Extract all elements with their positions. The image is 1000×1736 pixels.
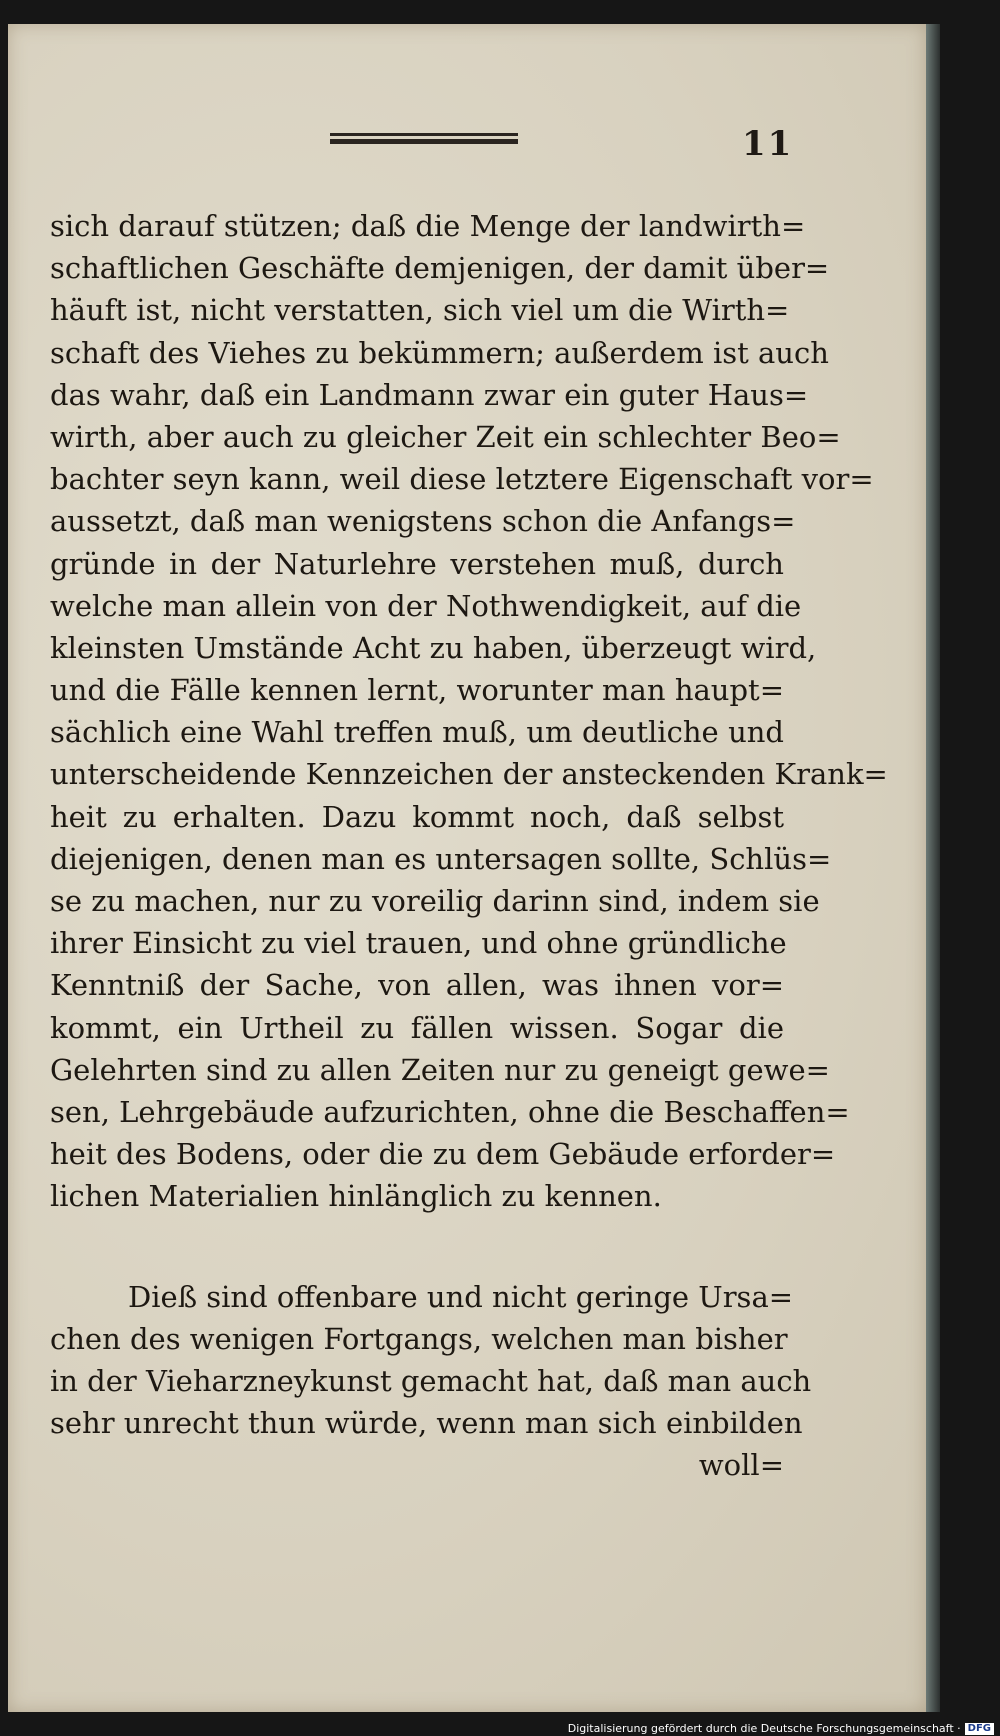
text-line: wirth, aber auch zu gleicher Zeit ein schlechter Beo= [50, 419, 841, 454]
text-line: lichen Materialien hinlänglich zu kennen. [50, 1179, 662, 1214]
text-line: Kenntniß der Sache, von allen, was ihnen vor= [50, 968, 784, 1003]
header-rule [330, 133, 518, 147]
header-rule-thin [330, 133, 518, 136]
page-number: 11 [742, 124, 794, 164]
text-line: Dieß sind offenbare und nicht geringe Ursa= [128, 1279, 794, 1314]
text-line: kleinsten Umstände Acht zu haben, überzeugt wird, [50, 630, 817, 665]
text-line: sächlich eine Wahl treffen muß, um deutliche und [50, 715, 784, 750]
text-line: schaftlichen Geschäfte demjenigen, der damit über= [50, 251, 830, 286]
text-line: das wahr, daß ein Landmann zwar ein guter Haus= [50, 377, 809, 412]
page-edge [926, 24, 940, 1712]
footer-credit-text: Digitalisierung gefördert durch die Deutsche Forschungsgemeinschaft · [567, 1722, 961, 1735]
paragraph-1 [50, 205, 888, 1218]
text-line: chen des wenigen Fortgangs, welchen man bisher [50, 1321, 788, 1356]
text-line: unterscheidende Kennzeichen der ansteckenden Krank= [50, 757, 888, 792]
text-line: Gelehrten sind zu allen Zeiten nur zu geneigt gewe= [50, 1052, 830, 1087]
text-line: sehr unrecht thun würde, wenn man sich einbilden [50, 1406, 803, 1441]
text-line: gründe in der Naturlehre verstehen muß, durch [50, 546, 784, 581]
text-line: heit zu erhalten. Dazu kommt noch, daß selbst [50, 799, 784, 834]
text-line: in der Vieharzneykunst gemacht hat, daß man auch [50, 1363, 812, 1398]
text-line: heit des Bodens, oder die zu dem Gebäude erforder= [50, 1137, 836, 1172]
text-line: aussetzt, daß man wenigstens schon die Anfangs= [50, 504, 796, 539]
footer-credit [568, 1722, 994, 1736]
text-line: ihrer Einsicht zu viel trauen, und ohne gründliche [50, 926, 787, 961]
text-line: kommt, ein Urtheil zu fällen wissen. Sogar die [50, 1010, 784, 1045]
text-line: sen, Lehrgebäude aufzurichten, ohne die Beschaffen= [50, 1094, 850, 1129]
body-text [50, 205, 888, 1444]
header-rule-thick [330, 139, 518, 144]
text-line: und die Fälle kennen lernt, worunter man haupt= [50, 673, 784, 708]
text-line: welche man allein von der Nothwendigkeit, auf die [50, 588, 802, 623]
paragraph-2 [50, 1276, 812, 1445]
text-line: bachter seyn kann, weil diese letztere Eigenschaft vor= [50, 462, 874, 497]
catchword: woll= [698, 1448, 784, 1482]
dfg-logo: DFG [965, 1723, 994, 1735]
text-line: diejenigen, denen man es untersagen sollte, Schlüs= [50, 841, 832, 876]
text-line: häuft ist, nicht verstatten, sich viel um die Wirth= [50, 293, 790, 328]
text-line: se zu machen, nur zu voreilig darinn sind, indem sie [50, 884, 820, 918]
text-line: sich darauf stützen; daß die Menge der landwirth= [50, 209, 806, 243]
text-line: schaft des Viehes zu bekümmern; außerdem ist auch [50, 335, 829, 370]
